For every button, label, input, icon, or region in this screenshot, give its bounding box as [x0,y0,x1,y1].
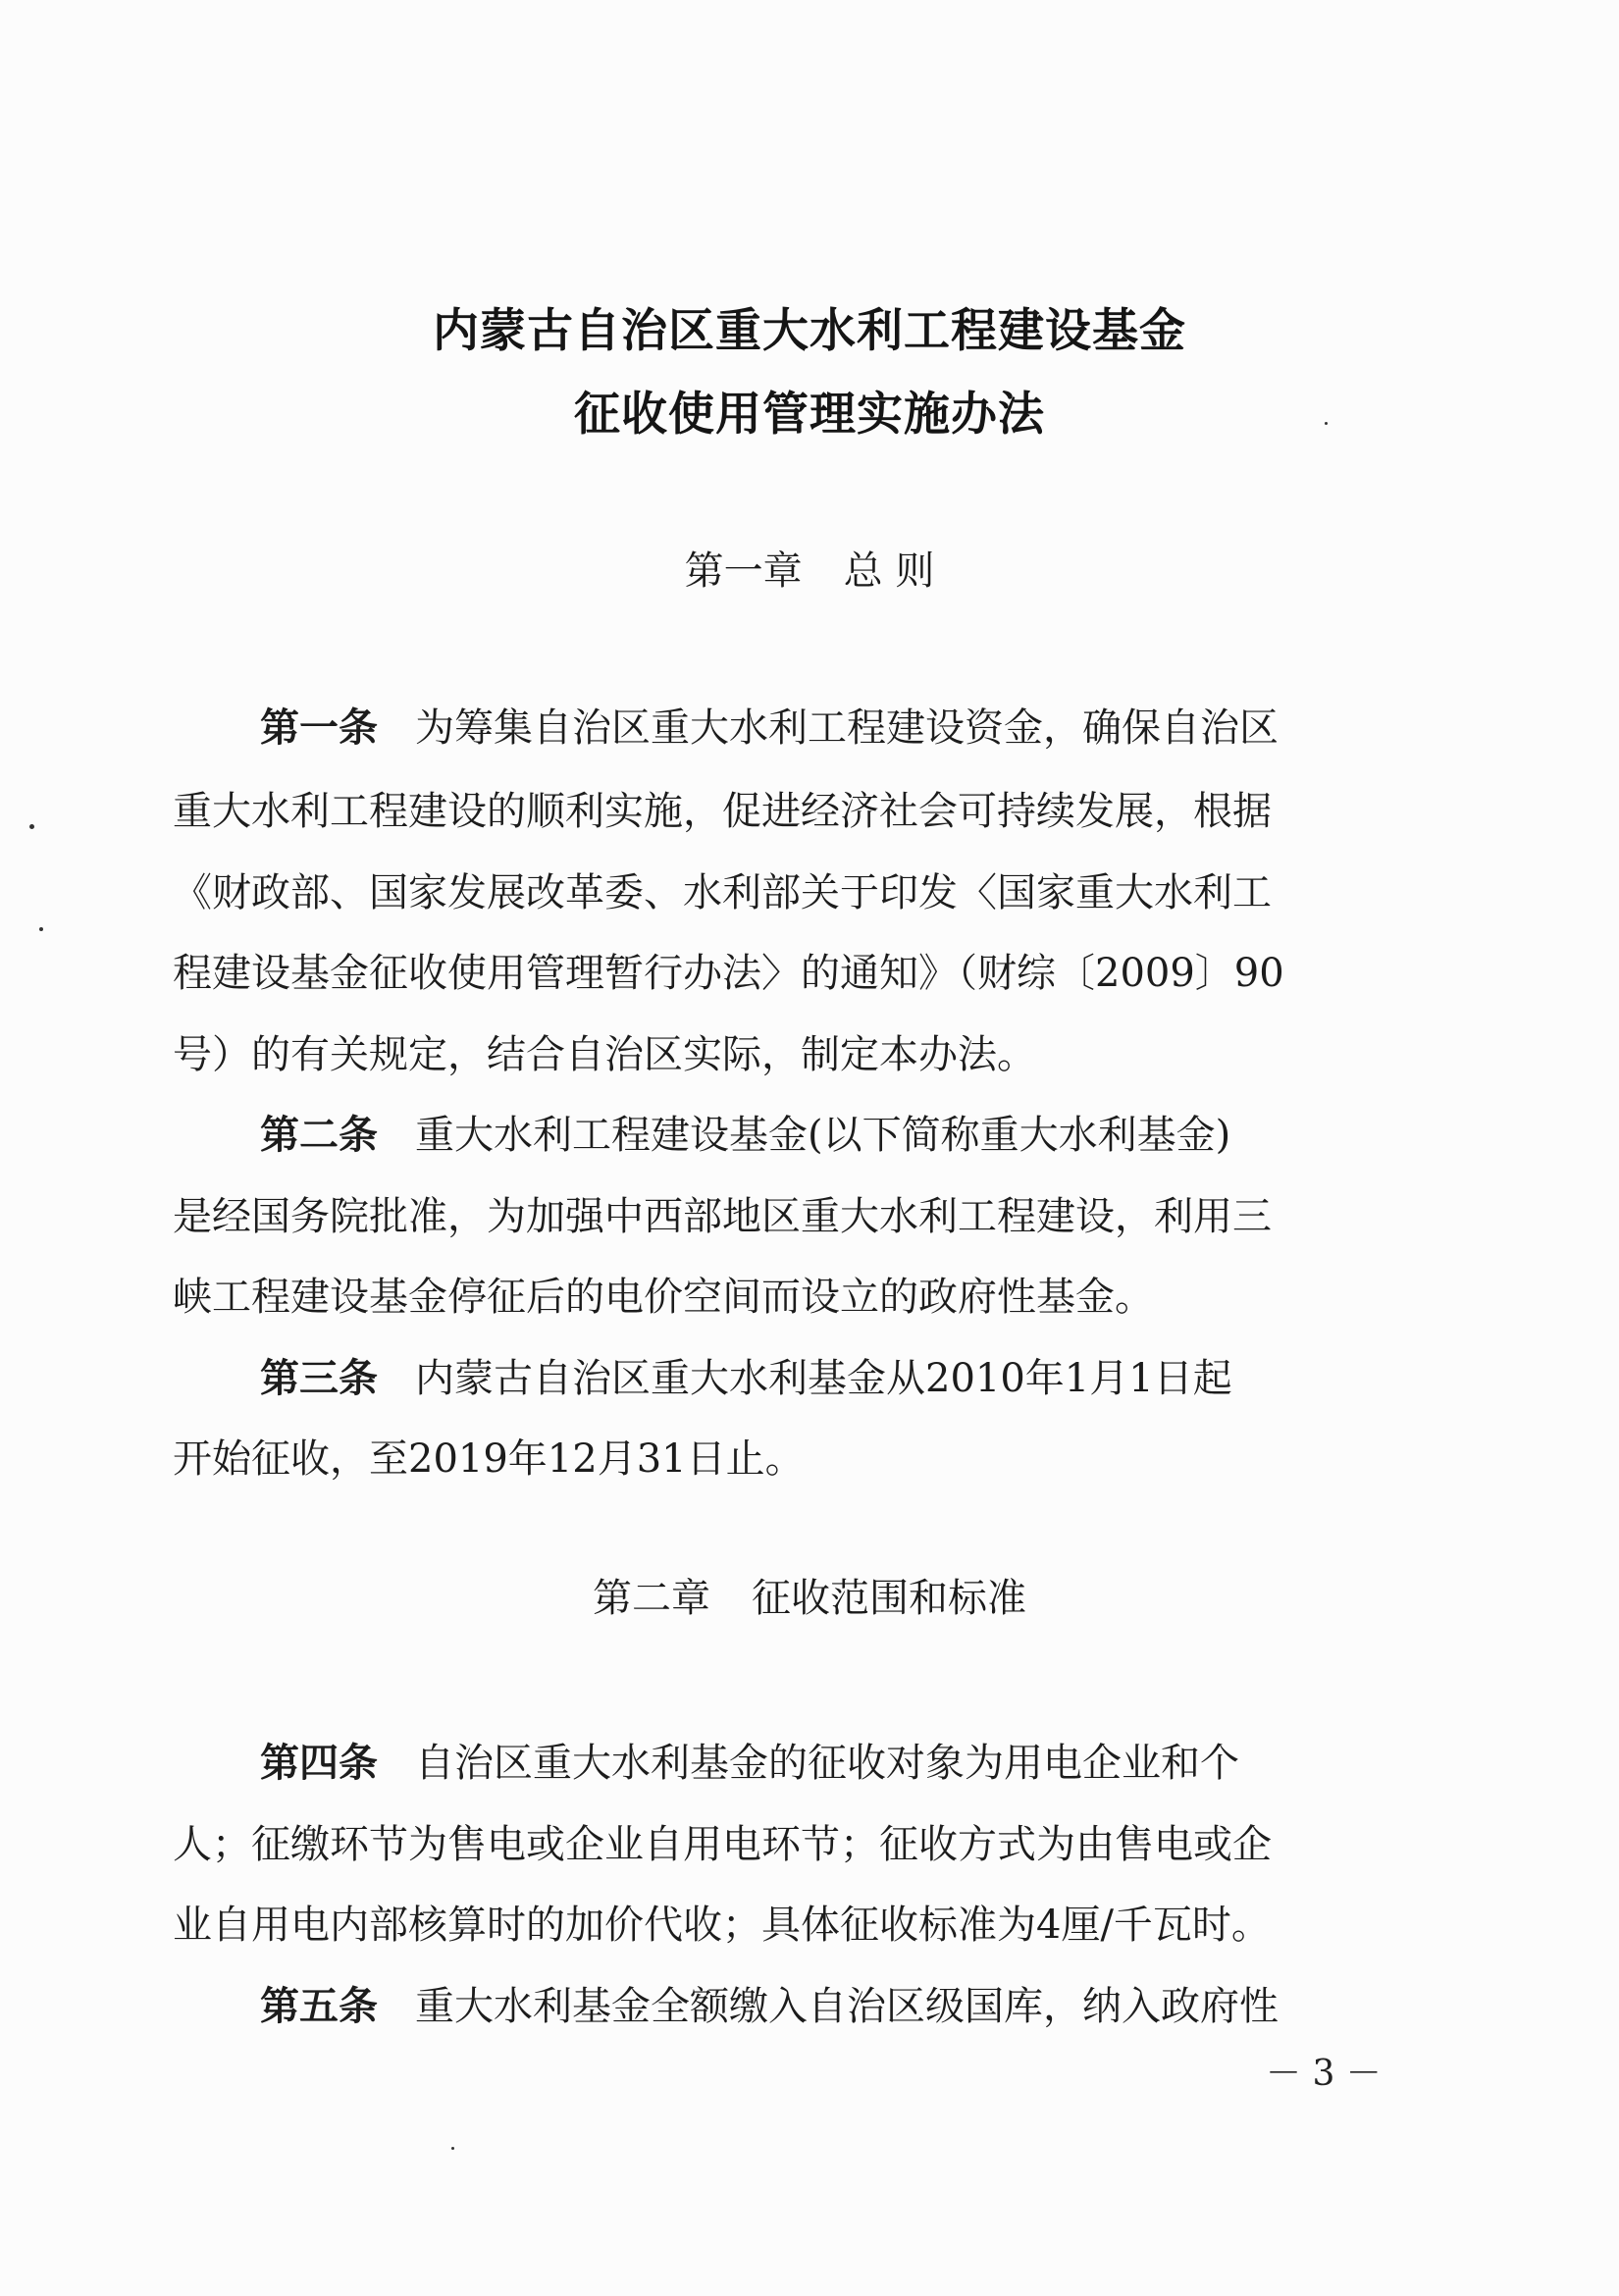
article-2-text: 重大水利工程建设基金(以下简称重大水利基金) [415,1113,1231,1158]
chapter-1-number: 第一章 [684,548,803,594]
article-1-line-3: 《财政部、国家发展改革委、水利部关于印发〈国家重大水利工 [173,870,1272,915]
article-3-label: 第三条 [260,1356,378,1401]
article-3-line-1 [260,1347,1232,1403]
article-5-label: 第五条 [260,1984,378,2029]
article-1-line-5: 号）的有关规定，结合自治区实际，制定本办法。 [173,1032,1036,1077]
article-1-line-4: 程建设基金征收使用管理暂行办法〉的通知》（财综〔2009〕90 [173,951,1284,996]
article-5-text: 重大水利基金全额缴入自治区级国库，纳入政府性 [415,1984,1279,2029]
document-title-line-2: 征收使用管理实施办法 [574,388,1045,442]
chapter-2-number: 第二章 [593,1576,710,1621]
article-1-text: 为筹集自治区重大水利工程建设资金，确保自治区 [415,705,1279,751]
scan-speck [39,927,43,931]
article-1-line-2: 重大水利工程建设的顺利实施，促进经济社会可持续发展，根据 [173,789,1272,834]
chapter-1-heading [0,540,1619,596]
chapter-1-name: 总 则 [843,548,935,594]
page-number: － 3 － [1266,2054,1382,2094]
chapter-2-heading [0,1567,1619,1623]
article-4-line-2: 人；征缴环节为售电或企业自用电环节；征收方式为由售电或企 [173,1822,1272,1867]
chapter-2-name: 征收范围和标准 [752,1576,1026,1621]
article-2-label: 第二条 [260,1113,378,1158]
article-4-text: 自治区重大水利基金的征收对象为用电企业和个 [415,1741,1239,1786]
document-title-line-1: 内蒙古自治区重大水利工程建设基金 [433,304,1186,358]
article-2-line-2: 是经国务院批准，为加强中西部地区重大水利工程建设，利用三 [173,1194,1272,1239]
article-4-line-1 [260,1732,1239,1788]
scan-speck [29,824,34,829]
article-1-line-1 [260,697,1279,753]
article-2-line-1 [260,1104,1230,1160]
article-3-text: 内蒙古自治区重大水利基金从2010年1月1日起 [415,1356,1232,1401]
scan-speck [451,2147,454,2150]
article-3-line-2: 开始征收，至2019年12月31日止。 [173,1436,805,1482]
article-5-line-1 [260,1975,1279,2031]
scan-speck [1325,422,1328,425]
article-4-line-3: 业自用电内部核算时的加价代收；具体征收标准为4厘/千瓦时。 [173,1903,1271,1948]
article-1-label: 第一条 [260,705,378,751]
article-4-label: 第四条 [260,1741,378,1786]
article-2-line-3: 峡工程建设基金停征后的电价空间而设立的政府性基金。 [173,1275,1154,1320]
